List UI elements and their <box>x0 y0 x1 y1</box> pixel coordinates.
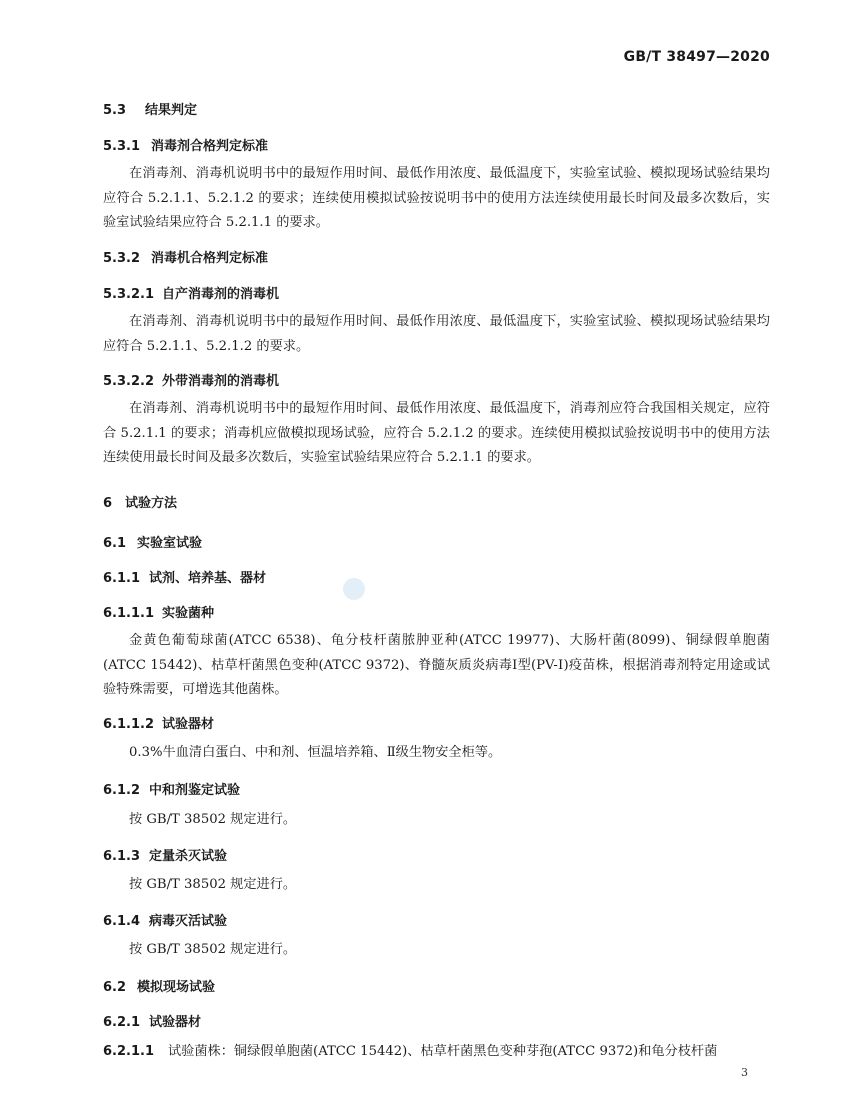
heading-number: 6.2 <box>103 980 127 995</box>
paragraph: 金黄色葡萄球菌(ATCC 6538)、龟分枝杆菌脓肿亚种(ATCC 19977)、大肠杆菌(8099)、铜绿假单胞菌(ATCC 15442)、枯草杆菌黑色变种(ATCC 9372)、脊髓灰质炎病毒Ⅰ型(PV-Ⅰ)疫苗株，根据消毒剂特定用途或试验特殊需要，可增选其他菌株。 <box>103 633 770 697</box>
heading-6 <box>103 492 177 511</box>
heading-title: 模拟现场试验 <box>137 980 216 995</box>
heading-6-1-1-1 <box>103 602 214 621</box>
heading-title: 试验方法 <box>125 496 178 511</box>
heading-title: 消毒机合格判定标准 <box>151 251 269 266</box>
heading-title: 病毒灭活试验 <box>149 914 228 929</box>
paragraph: 在消毒剂、消毒机说明书中的最短作用时间、最低作用浓度、最低温度下，实验室试验、模拟现场试验结果均应符合 5.2.1.1、5.2.1.2 的要求。 <box>103 314 770 354</box>
heading-title: 定量杀灭试验 <box>149 849 228 864</box>
heading-6-1-4 <box>103 910 227 929</box>
heading-title: 实验菌种 <box>162 606 215 621</box>
heading-number: 6.1.1.1 <box>103 606 154 621</box>
heading-number: 6.1.4 <box>103 914 141 929</box>
heading-number: 5.3 <box>103 103 127 118</box>
heading-title: 结果判定 <box>145 103 198 118</box>
heading-number: 6.1.1 <box>103 571 141 586</box>
heading-number: 5.3.1 <box>103 139 141 154</box>
heading-number: 6 <box>103 496 113 511</box>
heading-6-2 <box>103 976 215 995</box>
heading-5-3-2 <box>103 247 268 266</box>
paragraph: 0.3%牛血清白蛋白、中和剂、恒温培养箱、Ⅱ级生物安全柜等。 <box>129 745 502 760</box>
heading-number: 5.3.2.2 <box>103 374 154 389</box>
clause-number: 6.2.1.1 <box>103 1044 154 1059</box>
heading-title: 中和剂鉴定试验 <box>149 783 241 798</box>
paragraph: 按 GB/T 38502 规定进行。 <box>129 877 297 892</box>
heading-title: 自产消毒剂的消毒机 <box>162 287 280 302</box>
heading-title: 外带消毒剂的消毒机 <box>162 374 280 389</box>
heading-title: 实验室试验 <box>137 536 203 551</box>
heading-number: 6.2.1 <box>103 1015 141 1030</box>
paragraph: 按 GB/T 38502 规定进行。 <box>129 812 297 827</box>
clause-text: 试验菌株：铜绿假单胞菌(ATCC 15442)、枯草杆菌黑色变种芽孢(ATCC 9372)和龟分枝杆菌 <box>168 1044 718 1059</box>
heading-5-3-2-2 <box>103 370 279 389</box>
heading-6-1-3 <box>103 845 227 864</box>
watermark-logo <box>343 578 365 600</box>
heading-title: 消毒剂合格判定标准 <box>151 139 269 154</box>
heading-title: 试验器材 <box>162 717 215 732</box>
paragraph: 在消毒剂、消毒机说明书中的最短作用时间、最低作用浓度、最低温度下，消毒剂应符合我国相关规定，应符合 5.2.1.1 的要求；消毒机应做模拟现场试验，应符合 5.2.1.2 的要求。连续使用模拟试验按说明书中的使用方法连续使用最长时间及最多次数后，实验室试验结果应符合 5.2.1.1 的要求。 <box>103 401 770 465</box>
heading-6-1-2 <box>103 779 240 798</box>
heading-number: 5.3.2.1 <box>103 287 154 302</box>
heading-title: 试验器材 <box>149 1015 202 1030</box>
paragraph: 按 GB/T 38502 规定进行。 <box>129 942 297 957</box>
heading-6-1 <box>103 532 202 551</box>
heading-6-1-1-2 <box>103 713 214 732</box>
paragraph: 在消毒剂、消毒机说明书中的最短作用时间、最低作用浓度、最低温度下，实验室试验、模拟现场试验结果均应符合 5.2.1.1、5.2.1.2 的要求；连续使用模拟试验按说明书中的使用方法连续使用最长时间及最多次数后，实验室试验结果应符合 5.2.1.1 的要求。 <box>103 166 770 230</box>
heading-5-3 <box>103 99 197 118</box>
heading-5-3-1 <box>103 135 268 154</box>
page-number: 3 <box>741 1066 748 1079</box>
heading-5-3-2-1 <box>103 283 279 302</box>
heading-6-2-1 <box>103 1011 201 1030</box>
standard-code: GB/T 38497—2020 <box>623 49 770 65</box>
heading-number: 6.1.3 <box>103 849 141 864</box>
heading-number: 6.1 <box>103 536 127 551</box>
heading-number: 6.1.2 <box>103 783 141 798</box>
paragraph-numbered <box>103 1040 770 1065</box>
heading-number: 6.1.1.2 <box>103 717 154 732</box>
heading-number: 5.3.2 <box>103 251 141 266</box>
heading-6-1-1 <box>103 567 266 586</box>
heading-title: 试剂、培养基、器材 <box>149 571 267 586</box>
